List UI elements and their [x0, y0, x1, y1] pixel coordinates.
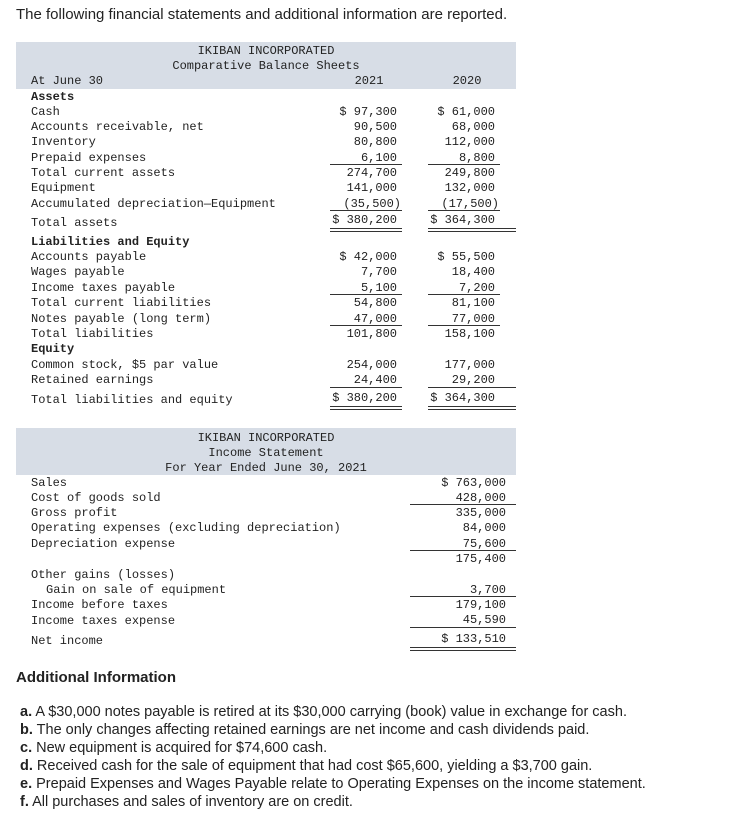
row-label: Total liabilities and equity: [31, 393, 233, 407]
underline: [428, 387, 516, 388]
underline: [330, 325, 402, 326]
row-label: Total current assets: [31, 166, 176, 180]
equity-heading: Equity: [31, 342, 75, 356]
row-value: 175,400: [455, 552, 506, 566]
value-2021: 101,800: [346, 327, 397, 341]
item-text: New equipment is acquired for $74,600 cash.: [36, 740, 328, 756]
bs-date-label: At June 30: [31, 74, 104, 88]
value-2020: 81,100: [451, 296, 495, 310]
row-label: Wages payable: [31, 265, 125, 279]
row-label: Accounts receivable, net: [31, 120, 204, 134]
item-text: A $30,000 notes payable is retired at its $30,000 carrying (book) value in exchange for cash.: [35, 704, 627, 720]
underline: [330, 387, 402, 388]
row-label: Net income: [31, 634, 104, 648]
value-2020: 112,000: [444, 135, 495, 149]
bs-title: Comparative Balance Sheets: [172, 59, 360, 73]
underline: [428, 325, 500, 326]
row-label: Prepaid expenses: [31, 151, 147, 165]
row-label: Depreciation expense: [31, 537, 176, 551]
row-value: 3,700: [469, 583, 506, 597]
row-label: Equipment: [31, 181, 96, 195]
row-label: Total assets: [31, 216, 118, 230]
row-label: Gross profit: [31, 506, 118, 520]
value-2020: 18,400: [451, 265, 495, 279]
row-label: Sales: [31, 476, 68, 490]
value-2020: $ 55,500: [437, 250, 495, 264]
underline: [410, 627, 516, 628]
row-label: Cost of goods sold: [31, 491, 161, 505]
additional-item: [20, 794, 353, 810]
row-value: 428,000: [455, 491, 506, 505]
value-2020: 29,200: [451, 373, 495, 387]
double-underline: [428, 406, 516, 410]
row-value: 179,100: [455, 598, 506, 612]
item-text: The only changes affecting retained earnings are net income and cash dividends paid.: [36, 722, 590, 738]
value-2021: $ 380,200: [332, 391, 397, 405]
value-2020: 177,000: [444, 358, 495, 372]
value-2020: 68,000: [451, 120, 495, 134]
underline: [410, 596, 516, 597]
row-value: 84,000: [462, 521, 506, 535]
row-label: Notes payable (long term): [31, 312, 212, 326]
row-label: Total liabilities: [31, 327, 154, 341]
double-underline: [428, 228, 516, 232]
underline: [428, 210, 500, 211]
row-value: $ 763,000: [441, 476, 506, 490]
row-label: Cash: [31, 105, 60, 119]
value-2021: 274,700: [346, 166, 397, 180]
row-value: 75,600: [462, 537, 506, 551]
additional-item: [20, 776, 646, 792]
double-underline: [410, 647, 516, 651]
value-2021: $ 380,200: [332, 213, 397, 227]
value-2020: (17,500): [441, 197, 499, 211]
value-2020: 77,000: [451, 312, 495, 326]
additional-item: [20, 722, 589, 738]
row-label: Operating expenses (excluding depreciation): [31, 521, 341, 535]
item-text: All purchases and sales of inventory are on credit.: [32, 794, 353, 810]
value-2021: (35,500): [343, 197, 401, 211]
value-2020: 8,800: [458, 151, 495, 165]
underline: [330, 164, 402, 165]
underline: [428, 294, 500, 295]
underline: [330, 210, 402, 211]
item-key: a.: [20, 704, 33, 720]
additional-item: [20, 740, 327, 756]
liabilities-heading: Liabilities and Equity: [31, 235, 190, 249]
bs-company: IKIBAN INCORPORATED: [197, 44, 335, 58]
row-label: Income before taxes: [31, 598, 168, 612]
value-2021: 90,500: [353, 120, 397, 134]
value-2020: 249,800: [444, 166, 495, 180]
item-key: f.: [20, 794, 29, 810]
value-2020: 7,200: [458, 281, 495, 295]
bs-col-2020: 2020: [452, 74, 482, 88]
row-value: 335,000: [455, 506, 506, 520]
value-2021: $ 42,000: [339, 250, 397, 264]
item-key: b.: [20, 722, 33, 738]
value-2021: 6,100: [360, 151, 397, 165]
value-2021: 54,800: [353, 296, 397, 310]
row-value: $ 133,510: [441, 632, 506, 646]
value-2021: 7,700: [360, 265, 397, 279]
underline: [428, 164, 500, 165]
underline: [330, 294, 402, 295]
row-label: Inventory: [31, 135, 96, 149]
double-underline: [330, 406, 402, 410]
item-text: Received cash for the sale of equipment that had cost $65,600, yielding a $3,700 gain.: [36, 758, 593, 774]
value-2020: 158,100: [444, 327, 495, 341]
additional-item: [20, 704, 627, 720]
value-2021: 5,100: [360, 281, 397, 295]
additional-info-title: Additional Information: [16, 669, 176, 686]
value-2021: $ 97,300: [339, 105, 397, 119]
value-2021: 254,000: [346, 358, 397, 372]
value-2021: 141,000: [346, 181, 397, 195]
value-2020: 132,000: [444, 181, 495, 195]
row-label: Accounts payable: [31, 250, 147, 264]
intro-text: The following financial statements and additional information are reported.: [16, 6, 508, 23]
row-label: Other gains (losses): [31, 568, 176, 582]
value-2021: 47,000: [353, 312, 397, 326]
is-title: Income Statement: [208, 446, 324, 460]
row-value: 45,590: [462, 613, 506, 627]
item-key: c.: [20, 740, 33, 756]
assets-heading: Assets: [31, 90, 75, 104]
value-2021: 80,800: [353, 135, 397, 149]
bs-col-2021: 2021: [354, 74, 384, 88]
underline: [410, 504, 516, 505]
value-2020: $ 364,300: [430, 391, 495, 405]
row-label: Retained earnings: [31, 373, 154, 387]
row-label: Income taxes expense: [31, 614, 176, 628]
value-2020: $ 61,000: [437, 105, 495, 119]
row-label: Income taxes payable: [31, 281, 176, 295]
row-label: Gain on sale of equipment: [46, 583, 227, 597]
is-period: For Year Ended June 30, 2021: [165, 461, 367, 475]
value-2021: 24,400: [353, 373, 397, 387]
additional-item: [20, 758, 592, 774]
underline: [410, 550, 516, 551]
row-label: Total current liabilities: [31, 296, 212, 310]
value-2020: $ 364,300: [430, 213, 495, 227]
item-key: e.: [20, 776, 33, 792]
row-label: Common stock, $5 par value: [31, 358, 219, 372]
row-label: Accumulated depreciation—Equipment: [31, 197, 276, 211]
item-text: Prepaid Expenses and Wages Payable relate to Operating Expenses on the income statement.: [36, 776, 646, 792]
double-underline: [330, 228, 402, 232]
is-company: IKIBAN INCORPORATED: [197, 431, 335, 445]
item-key: d.: [20, 758, 33, 774]
